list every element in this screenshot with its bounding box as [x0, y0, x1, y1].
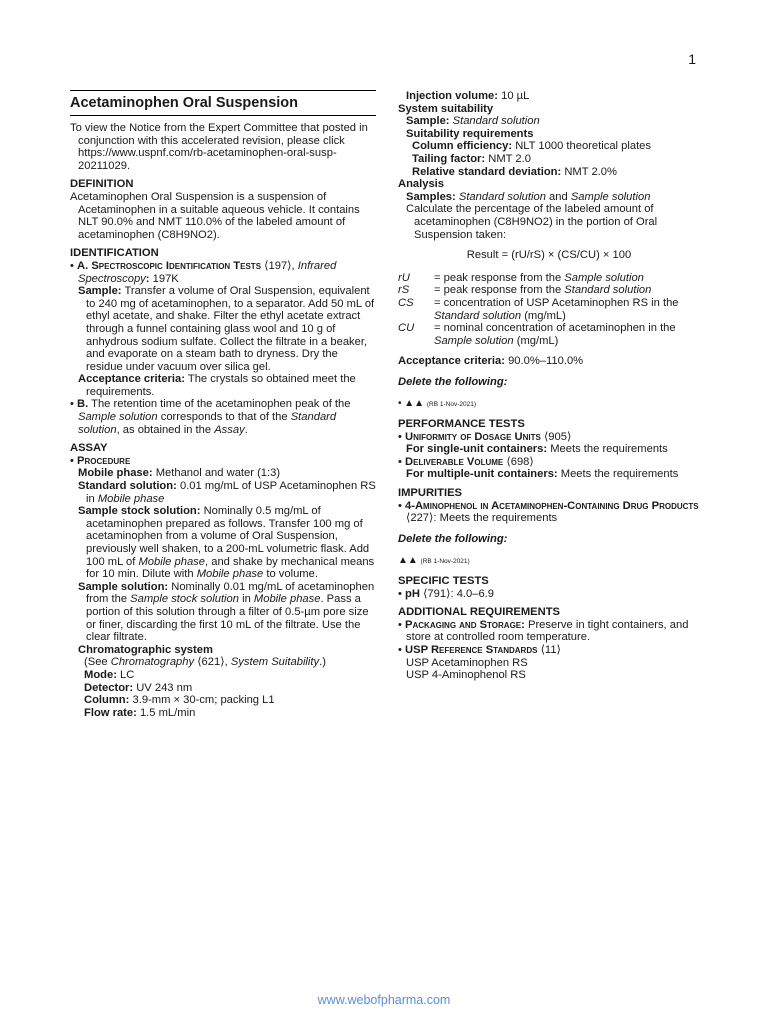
standard-solution: Standard solution: 0.01 mg/mL of USP Acetaminophen RS in Mobile phase [78, 480, 376, 505]
chromatographic-system: Chromatographic system [78, 643, 213, 656]
identification-b: • B. The retention time of the acetaminophen peak of the Sample solution corresponds to that of the Standard solution, as obtained in the Assay. [70, 398, 351, 436]
definition-row: rU = peak response from the Sample solution [398, 271, 644, 284]
system-suitability-heading: System suitability [398, 102, 494, 115]
right-column [398, 90, 700, 682]
page-number: 1 [688, 51, 696, 67]
analysis-heading: Analysis [398, 178, 445, 191]
identification-acceptance: Acceptance criteria: The crystals so obtained meet the requirements. [78, 373, 356, 398]
deliverable-volume: • Deliverable Volume ⟨698⟩ [398, 455, 534, 468]
impurities-heading: IMPURITIES [398, 487, 463, 500]
suitability-sample: Sample: Standard solution [406, 115, 540, 128]
performance-heading: PERFORMANCE TESTS [398, 418, 525, 431]
procedure-heading: • Procedure [70, 454, 131, 467]
usp-reference-standards: • USP Reference Standards ⟨11⟩ [398, 643, 561, 656]
delete-note-2: Delete the following: [398, 532, 508, 545]
tailing-factor: Tailing factor: NMT 2.0 [412, 152, 531, 165]
packaging-storage: • Packaging and Storage: Preserve in tight containers, and store at controlled room temperature. [398, 618, 689, 644]
formula-definitions [398, 272, 700, 348]
ph-test: • pH ⟨791⟩: 4.0–6.9 [398, 587, 495, 600]
aminophenol-test: • 4-Aminophenol in Acetaminophen-Containing Drug Products ⟨227⟩: Meets the requirements [398, 499, 699, 525]
sample-solution: Sample solution: Nominally 0.01 mg/mL of acetaminophen from the Sample stock solution in Mobile phase. Pass a portion of this solution through a filter of 0.5-µm pore size or finer, discarding the first 10 mL of the filtrate. Use the clear filtrate. [78, 580, 375, 644]
definition-row: rS = peak response from the Standard solution [398, 284, 652, 297]
definition-row: CS = concentration of USP Acetaminophen RS in the Standard solution (mg/mL) [398, 296, 679, 322]
multiple-unit-containers: For multiple-unit containers: Meets the requirements [406, 468, 679, 481]
specific-tests-heading: SPECIFIC TESTS [398, 575, 489, 587]
mobile-phase: Mobile phase: Methanol and water (1:3) [78, 467, 281, 480]
injection-volume: Injection volume: 10 µL [406, 90, 530, 102]
uniformity-dosage-units: • Uniformity of Dosage Units ⟨905⟩ [398, 430, 572, 443]
identification-heading: IDENTIFICATION [70, 247, 159, 260]
column: Column: 3.9-mm × 30-cm; packing L1 [84, 694, 275, 707]
flow-rate: Flow rate: 1.5 mL/min [84, 706, 196, 719]
additional-requirements-heading: ADDITIONAL REQUIREMENTS [398, 606, 561, 619]
assay-heading: ASSAY [70, 442, 108, 455]
definition-row: CU = nominal concentration of acetaminophen in the Sample solution (mg/mL) [398, 322, 676, 347]
footer-link[interactable]: www.webofpharma.com [317, 993, 451, 1007]
reference-standard: USP Acetaminophen RS [406, 656, 528, 669]
monograph-title: Acetaminophen Oral Suspension [70, 90, 376, 116]
revision-marker-1: • ▲▲ (RB 1-Nov-2021) [398, 398, 476, 410]
revision-marker-2: ▲▲ (RB 1-Nov-2021) [398, 555, 470, 567]
identification-sample: Sample: Transfer a volume of Oral Suspension, equivalent to 240 mg of acetaminophen, to a separator. Add 50 mL of ethyl acetate, and shake. Filter the ethyl acetate extract through a funnel containing glass wool and 10 g of anhydrous sodium sulfate. Collect the filtrate in a beaker, and evaporate on a steam bath to dryness. Dry the residue under vacuum over silica gel. [78, 285, 375, 373]
notice-text: To view the Notice from the Expert Committee that posted in conjunction with this accelerated revision, please click https://www.uspnf.com/rb-acetaminophen-oral-susp-20211029. [70, 122, 368, 172]
reference-standard: USP 4-Aminophenol RS [406, 669, 526, 682]
delete-note-1: Delete the following: [398, 375, 508, 388]
analysis-samples: Samples: Standard solution and Sample solution [406, 190, 651, 203]
detector: Detector: UV 243 nm [84, 681, 193, 694]
left-column [70, 90, 376, 719]
definition-text: Acetaminophen Oral Suspension is a suspension of Acetaminophen in a suitable aqueous vehicle. It contains NLT 90.0% and NMT 110.0% of the labeled amount of acetaminophen (C8H9NO2). [70, 190, 360, 241]
single-unit-containers: For single-unit containers: Meets the requirements [406, 443, 668, 456]
result-formula: Result = (rU/rS) × (CS/CU) × 100 [466, 249, 632, 262]
assay-acceptance: Acceptance criteria: 90.0%–110.0% [398, 355, 584, 368]
column-efficiency: Column efficiency: NLT 1000 theoretical plates [412, 140, 651, 153]
mode: Mode: LC [84, 668, 135, 681]
suitability-requirements: Suitability requirements [406, 127, 534, 140]
chromatographic-reference: (See Chromatography ⟨621⟩, System Suitability.) [84, 656, 326, 669]
definition-heading: DEFINITION [70, 178, 134, 191]
calculation-text: Calculate the percentage of the labeled amount of acetaminophen (C8H9NO2) in the portion of Oral Suspension taken: [406, 203, 658, 241]
sample-stock-solution: Sample stock solution: Nominally 0.5 mg/mL of acetaminophen prepared as follows. Transfer 100 mg of acetaminophen from a volume of Oral Suspension, previously well shaken, to a 200-mL volumetric flask. Add 100 mL of Mobile phase, and shake by mechanical means for 10 min. Dilute with Mobile phase to volume. [78, 505, 375, 581]
identification-a: • A. Spectroscopic Identification Tests ⟨197⟩, Infrared Spectroscopy: 197K [70, 259, 337, 285]
relative-standard-deviation: Relative standard deviation: NMT 2.0% [412, 165, 617, 178]
